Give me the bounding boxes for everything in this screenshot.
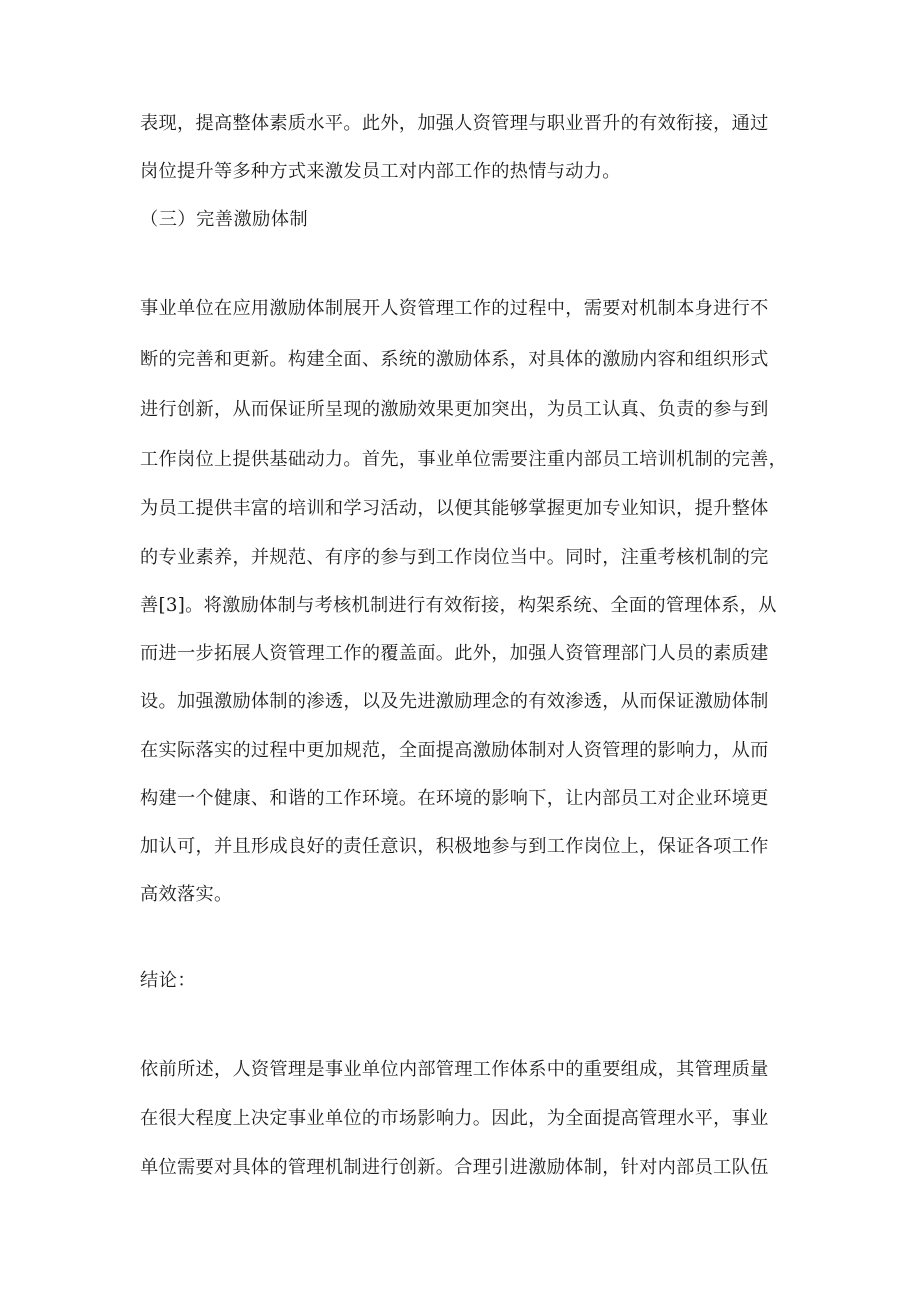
- paragraph-line: 加认可，并且形成良好的责任意识，积极地参与到工作岗位上，保证各项工作: [140, 836, 769, 857]
- conclusion-heading: 结论：: [140, 970, 197, 991]
- paragraph-line: 工作岗位上提供基础动力。首先，事业单位需要注重内部员工培训机制的完善，: [140, 449, 788, 470]
- paragraph-line: 在很大程度上决定事业单位的市场影响力。因此，为全面提高管理水平，事业: [140, 1108, 769, 1129]
- paragraph-line: 断的完善和更新。构建全面、系统的激励体系，对具体的激励内容和组织形式: [140, 349, 769, 370]
- section-heading: （三）完善激励体制: [140, 209, 309, 230]
- paragraph-line: 进行创新，从而保证所呈现的激励效果更加突出，为员工认真、负责的参与到: [140, 399, 769, 420]
- paragraph-line: 表现，提高整体素质水平。此外，加强人资管理与职业晋升的有效衔接，通过: [140, 113, 769, 134]
- paragraph-line: 设。加强激励体制的渗透，以及先进激励理念的有效渗透，从而保证激励体制: [140, 691, 769, 712]
- paragraph-line: 构建一个健康、和谐的工作环境。在环境的影响下，让内部员工对企业环境更: [140, 788, 769, 809]
- paragraph-line: 而进一步拓展人资管理工作的覆盖面。此外，加强人资管理部门人员的素质建: [140, 643, 769, 664]
- paragraph-line: 善[3]。将激励体制与考核机制进行有效衔接，构架系统、全面的管理体系，从: [140, 595, 777, 616]
- paragraph-line: 单位需要对具体的管理机制进行创新。合理引进激励体制，针对内部员工队伍: [140, 1157, 769, 1178]
- paragraph-line: 为员工提供丰富的培训和学习活动，以便其能够掌握更加专业知识，提升整体: [140, 498, 769, 519]
- paragraph-line: 在实际落实的过程中更加规范，全面提高激励体制对人资管理的影响力，从而: [140, 740, 769, 761]
- paragraph-line: 的专业素养，并规范、有序的参与到工作岗位当中。同时，注重考核机制的完: [140, 547, 769, 568]
- paragraph-line: 依前所述，人资管理是事业单位内部管理工作体系中的重要组成，其管理质量: [140, 1059, 769, 1080]
- paragraph-line: 高效落实。: [140, 884, 233, 905]
- paragraph-line: 事业单位在应用激励体制展开人资管理工作的过程中，需要对机制本身进行不: [140, 298, 769, 319]
- paragraph-line: 岗位提升等多种方式来激发员工对内部工作的热情与动力。: [140, 161, 621, 182]
